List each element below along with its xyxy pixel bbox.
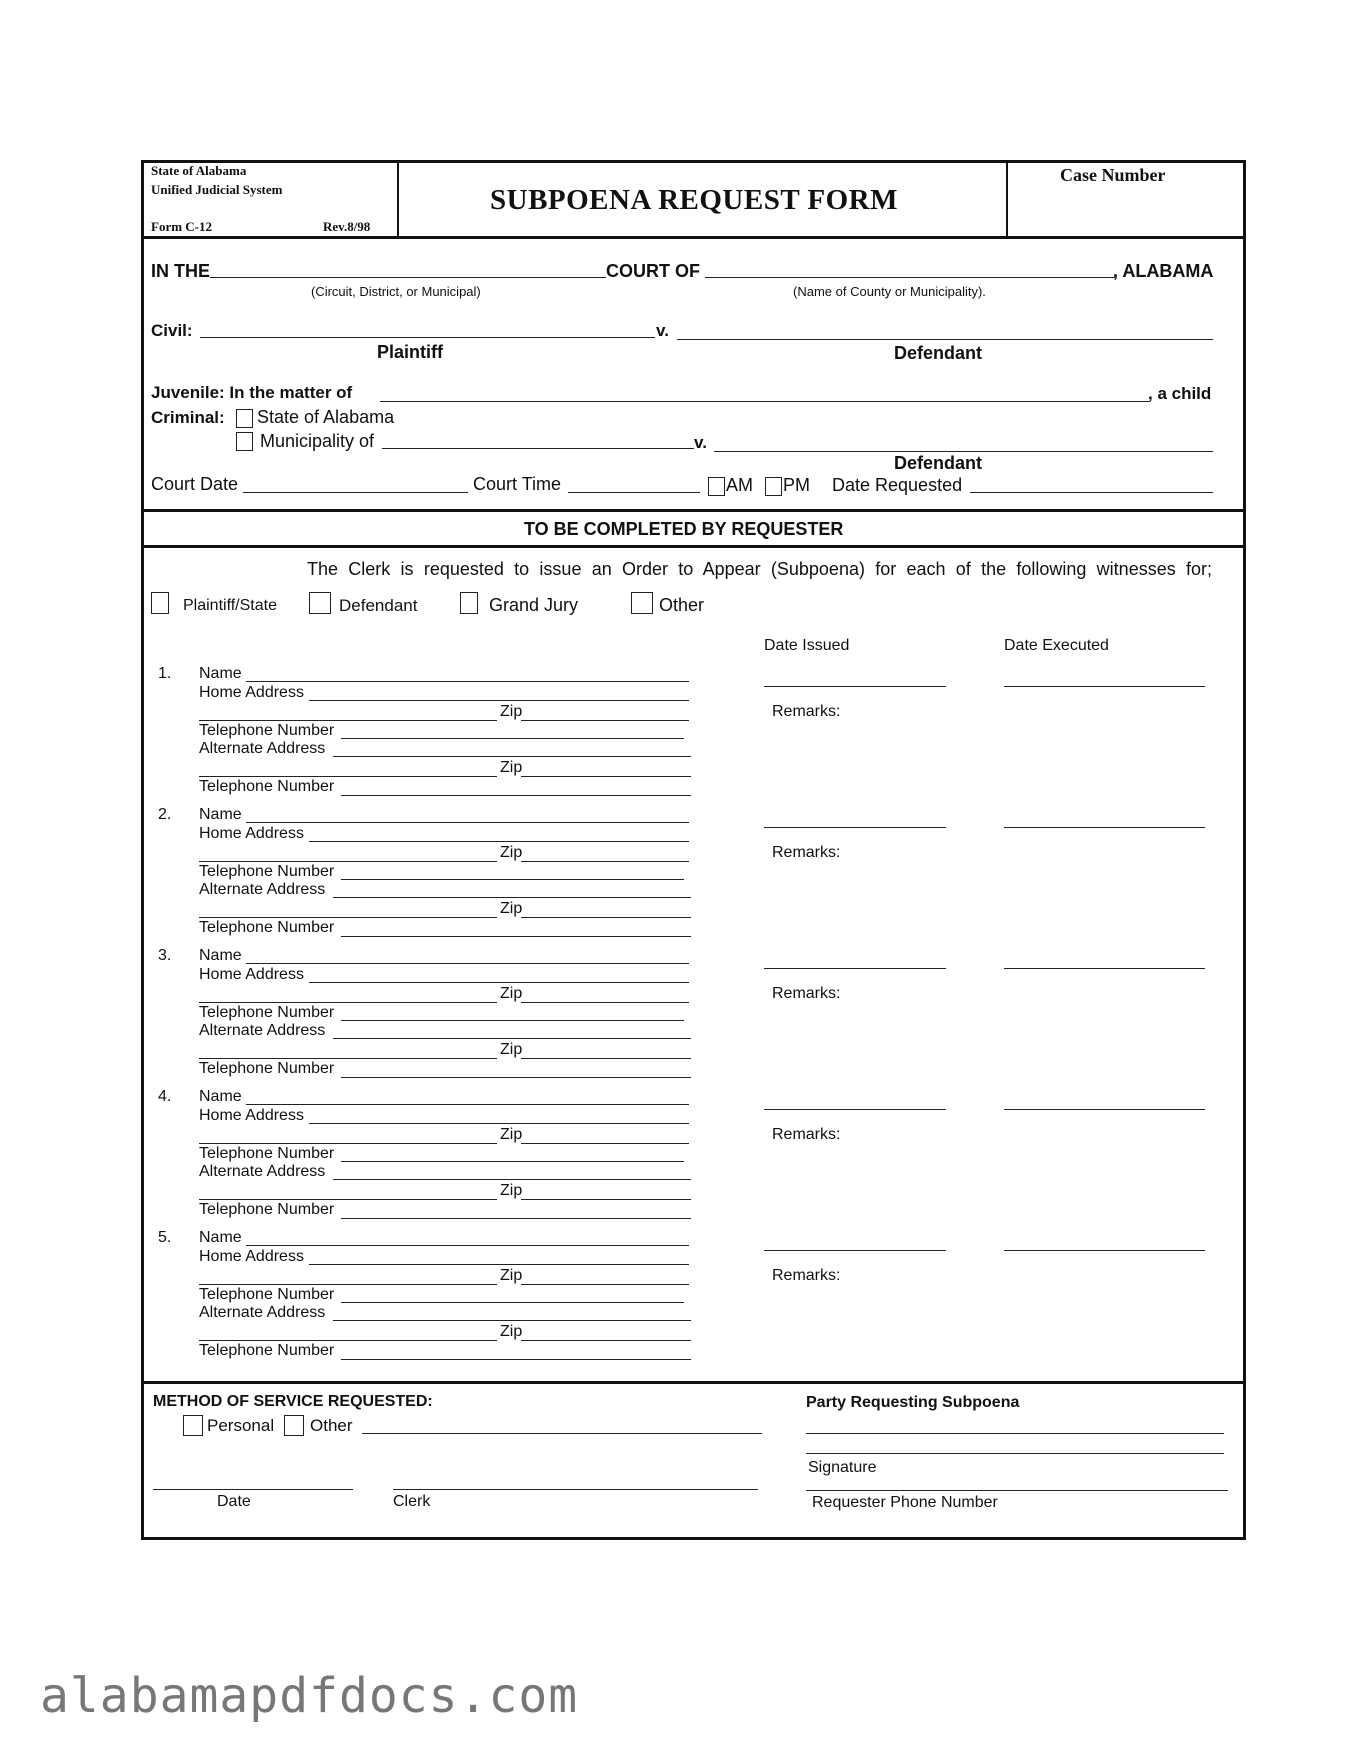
court-date-label: Court Date: [151, 474, 239, 494]
juvenile-suffix: , a child: [1148, 384, 1212, 403]
witness-block-4: [141, 1088, 1241, 1230]
court-type-field[interactable]: [210, 277, 606, 278]
date-executed-header: Date Executed: [1004, 637, 1109, 654]
alternate-address-label: Alternate Address: [199, 740, 326, 757]
home-address-line2-field[interactable]: [199, 1284, 497, 1285]
municipality-label: Municipality of: [260, 431, 375, 451]
witness-block-3: [141, 947, 1241, 1089]
name-field[interactable]: [246, 1245, 689, 1246]
other-option-checkbox[interactable]: [631, 592, 653, 614]
name-label: Name: [199, 806, 242, 823]
telephone-field[interactable]: [341, 738, 684, 739]
service-top-rule: [141, 1381, 1246, 1384]
requester-phone-label: Requester Phone Number: [812, 1494, 998, 1511]
defendant-checkbox[interactable]: [309, 592, 331, 614]
alternate-zip-label: Zip: [500, 759, 523, 776]
zip-field[interactable]: [521, 1143, 689, 1144]
pm-checkbox[interactable]: [765, 477, 782, 496]
home-address-line2-field[interactable]: [199, 861, 497, 862]
home-address-label: Home Address: [199, 1248, 304, 1265]
county-field[interactable]: [705, 277, 1115, 278]
am-checkbox[interactable]: [708, 477, 725, 496]
remarks-label: Remarks:: [772, 985, 841, 1002]
telephone-field[interactable]: [341, 1161, 684, 1162]
alternate-zip-label: Zip: [500, 1041, 523, 1058]
municipality-checkbox[interactable]: [236, 432, 253, 451]
alternate-zip-field[interactable]: [521, 776, 691, 777]
criminal-label: Criminal:: [151, 408, 225, 427]
telephone-label: Telephone Number: [199, 1145, 335, 1162]
alternate-address-line2-field[interactable]: [199, 1340, 497, 1341]
requester-bottom-rule: [141, 545, 1246, 548]
name-field[interactable]: [246, 681, 689, 682]
alternate-telephone-field[interactable]: [341, 795, 691, 796]
other-option-label: Other: [659, 595, 705, 615]
date-issued-header: Date Issued: [764, 637, 850, 654]
alternate-zip-field[interactable]: [521, 917, 691, 918]
zip-field[interactable]: [521, 861, 689, 862]
header-divider-right: [1006, 160, 1008, 238]
county-hint: (Name of County or Municipality).: [793, 284, 986, 299]
civil-defendant-field[interactable]: [677, 339, 1213, 340]
alternate-address-line2-field[interactable]: [199, 776, 497, 777]
court-time-field[interactable]: [568, 492, 700, 493]
requester-heading: TO BE COMPLETED BY REQUESTER: [524, 519, 844, 539]
zip-label: Zip: [500, 1267, 523, 1284]
telephone-label: Telephone Number: [199, 1004, 335, 1021]
civil-plaintiff-caption: Plaintiff: [377, 342, 443, 362]
state-label: State of Alabama: [151, 163, 247, 178]
date-executed-field[interactable]: [1004, 1250, 1205, 1251]
home-address-field[interactable]: [309, 1264, 689, 1265]
case-number-label: Case Number: [1060, 165, 1166, 185]
civil-label: Civil:: [151, 321, 193, 340]
home-address-label: Home Address: [199, 966, 304, 983]
requester-phone-field[interactable]: [806, 1490, 1228, 1491]
witness-number: 2.: [158, 806, 172, 823]
telephone-label: Telephone Number: [199, 1286, 335, 1303]
form-title: SUBPOENA REQUEST FORM: [490, 184, 898, 216]
date-issued-field[interactable]: [764, 968, 946, 969]
witness-number: 5.: [158, 1229, 172, 1246]
remarks-label: Remarks:: [772, 1126, 841, 1143]
clerk-field[interactable]: [393, 1489, 758, 1490]
remarks-label: Remarks:: [772, 1267, 841, 1284]
criminal-v-label: v.: [694, 433, 707, 452]
home-address-line2-field[interactable]: [199, 1002, 497, 1003]
plaintiff-state-checkbox[interactable]: [151, 592, 169, 614]
defendant-option-label: Defendant: [339, 596, 418, 615]
home-address-field[interactable]: [309, 841, 689, 842]
alternate-telephone-label: Telephone Number: [199, 1342, 335, 1359]
date-issued-field[interactable]: [764, 1109, 946, 1110]
name-label: Name: [199, 947, 242, 964]
alternate-address-field[interactable]: [333, 1179, 691, 1180]
requester-intro: The Clerk is requested to issue an Order to Appear (Subpoena) for each of the following witnesses for;: [307, 559, 1212, 579]
name-field[interactable]: [246, 963, 689, 964]
service-heading: METHOD OF SERVICE REQUESTED:: [153, 1393, 433, 1410]
other-service-checkbox[interactable]: [284, 1415, 304, 1436]
civil-defendant-caption: Defendant: [894, 343, 983, 363]
alternate-address-label: Alternate Address: [199, 1022, 326, 1039]
home-address-label: Home Address: [199, 684, 304, 701]
date-issued-field[interactable]: [764, 686, 946, 687]
other-service-label: Other: [310, 1416, 353, 1435]
home-address-field[interactable]: [309, 700, 689, 701]
system-label: Unified Judicial System: [151, 182, 283, 197]
home-address-label: Home Address: [199, 1107, 304, 1124]
home-address-field[interactable]: [309, 1123, 689, 1124]
alternate-zip-label: Zip: [500, 900, 523, 917]
zip-label: Zip: [500, 1126, 523, 1143]
date-issued-field[interactable]: [764, 1250, 946, 1251]
date-executed-field[interactable]: [1004, 686, 1205, 687]
alternate-telephone-label: Telephone Number: [199, 1060, 335, 1077]
alternate-zip-field[interactable]: [521, 1340, 691, 1341]
juvenile-label: Juvenile: In the matter of: [151, 383, 353, 402]
zip-label: Zip: [500, 844, 523, 861]
alternate-address-label: Alternate Address: [199, 881, 326, 898]
telephone-field[interactable]: [341, 1302, 684, 1303]
alternate-zip-label: Zip: [500, 1182, 523, 1199]
zip-field[interactable]: [521, 1002, 689, 1003]
alternate-address-field[interactable]: [333, 1320, 691, 1321]
alternate-address-line2-field[interactable]: [199, 1199, 497, 1200]
state-of-alabama-label: State of Alabama: [257, 407, 395, 427]
name-label: Name: [199, 665, 242, 682]
court-type-hint: (Circuit, District, or Municipal): [311, 284, 481, 299]
court-date-field[interactable]: [243, 492, 468, 493]
municipality-field[interactable]: [382, 448, 694, 449]
telephone-field[interactable]: [341, 879, 684, 880]
pm-label: PM: [783, 475, 810, 495]
alternate-telephone-field[interactable]: [341, 1359, 691, 1360]
name-field[interactable]: [246, 822, 689, 823]
witness-number: 1.: [158, 665, 172, 682]
revision-label: Rev.8/98: [323, 219, 371, 234]
personal-service-checkbox[interactable]: [183, 1415, 203, 1436]
alternate-telephone-field[interactable]: [341, 1218, 691, 1219]
header-bottom-rule: [141, 236, 1246, 239]
home-address-line2-field[interactable]: [199, 1143, 497, 1144]
date-executed-field[interactable]: [1004, 1109, 1205, 1110]
alternate-address-label: Alternate Address: [199, 1304, 326, 1321]
civil-plaintiff-field[interactable]: [200, 337, 655, 338]
alternate-telephone-field[interactable]: [341, 1077, 691, 1078]
witness-number: 4.: [158, 1088, 172, 1105]
party-requesting-heading: Party Requesting Subpoena: [806, 1394, 1020, 1411]
alabama-label: , ALABAMA: [1113, 261, 1214, 281]
home-address-field[interactable]: [309, 982, 689, 983]
juvenile-field[interactable]: [380, 401, 1150, 402]
signature-label: Signature: [808, 1459, 877, 1476]
criminal-defendant-field[interactable]: [714, 451, 1213, 452]
alternate-zip-field[interactable]: [521, 1199, 691, 1200]
name-field[interactable]: [246, 1104, 689, 1105]
court-of-label: COURT OF: [606, 261, 700, 281]
site-watermark: alabamapdfdocs.com: [40, 1668, 579, 1724]
zip-field[interactable]: [521, 720, 689, 721]
header-divider-left: [397, 160, 399, 238]
alternate-telephone-label: Telephone Number: [199, 1201, 335, 1218]
am-label: AM: [726, 475, 753, 495]
alternate-address-line2-field[interactable]: [199, 917, 497, 918]
name-label: Name: [199, 1229, 242, 1246]
grand-jury-checkbox[interactable]: [460, 592, 478, 614]
service-date-label: Date: [217, 1493, 251, 1510]
remarks-label: Remarks:: [772, 844, 841, 861]
party-requesting-field[interactable]: [806, 1433, 1224, 1434]
date-executed-field[interactable]: [1004, 968, 1205, 969]
telephone-field[interactable]: [341, 1020, 684, 1021]
alternate-zip-field[interactable]: [521, 1058, 691, 1059]
civil-v-label: v.: [656, 321, 669, 340]
name-label: Name: [199, 1088, 242, 1105]
alternate-address-field[interactable]: [333, 756, 691, 757]
date-issued-field[interactable]: [764, 827, 946, 828]
criminal-defendant-caption: Defendant: [894, 453, 983, 473]
witness-block-1: [141, 665, 1241, 807]
witness-number: 3.: [158, 947, 172, 964]
zip-field[interactable]: [521, 1284, 689, 1285]
alternate-telephone-field[interactable]: [341, 936, 691, 937]
home-address-line2-field[interactable]: [199, 720, 497, 721]
date-executed-field[interactable]: [1004, 827, 1205, 828]
witness-block-5: [141, 1229, 1241, 1371]
service-date-field[interactable]: [153, 1489, 353, 1490]
alternate-address-field[interactable]: [333, 1038, 691, 1039]
alternate-telephone-label: Telephone Number: [199, 919, 335, 936]
other-service-field[interactable]: [362, 1433, 762, 1434]
remarks-label: Remarks:: [772, 703, 841, 720]
telephone-label: Telephone Number: [199, 863, 335, 880]
signature-field[interactable]: [806, 1453, 1224, 1454]
alternate-address-field[interactable]: [333, 897, 691, 898]
personal-service-label: Personal: [207, 1416, 275, 1435]
clerk-label: Clerk: [393, 1493, 431, 1510]
grand-jury-label: Grand Jury: [489, 595, 579, 615]
date-requested-label: Date Requested: [832, 475, 963, 495]
alternate-address-label: Alternate Address: [199, 1163, 326, 1180]
alternate-telephone-label: Telephone Number: [199, 778, 335, 795]
witness-block-2: [141, 806, 1241, 948]
telephone-label: Telephone Number: [199, 722, 335, 739]
zip-label: Zip: [500, 703, 523, 720]
state-of-alabama-checkbox[interactable]: [236, 409, 253, 428]
alternate-address-line2-field[interactable]: [199, 1058, 497, 1059]
requester-top-rule: [141, 509, 1246, 512]
court-time-label: Court Time: [473, 474, 562, 494]
zip-label: Zip: [500, 985, 523, 1002]
in-the-label: IN THE: [151, 261, 211, 281]
form-number: Form C-12: [151, 219, 213, 234]
case-number-field[interactable]: [1010, 192, 1242, 232]
date-requested-field[interactable]: [970, 492, 1213, 493]
alternate-zip-label: Zip: [500, 1323, 523, 1340]
home-address-label: Home Address: [199, 825, 304, 842]
plaintiff-state-label: Plaintiff/State: [183, 597, 277, 614]
